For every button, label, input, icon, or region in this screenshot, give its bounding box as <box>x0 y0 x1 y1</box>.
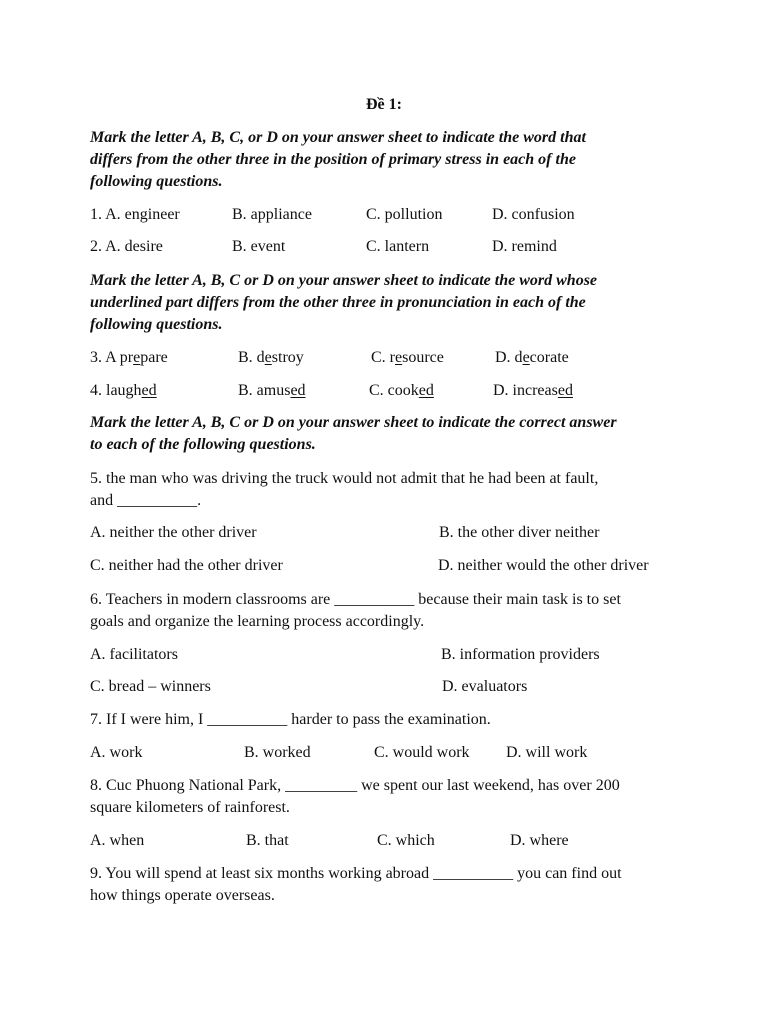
question-stem: 7. If I were him, I __________ harder to pass the examination. <box>90 711 491 728</box>
instruction-line: underlined part differs from the other three in pronunciation in each of the <box>90 294 586 311</box>
underlined-part: e <box>395 349 403 366</box>
option-text: corate <box>529 349 569 366</box>
option-b <box>238 347 304 369</box>
option-b: B. appliance <box>232 206 312 223</box>
instruction-line: following questions. <box>90 173 223 190</box>
option-c <box>371 347 444 369</box>
option-text: B. amus <box>238 382 291 399</box>
option-a: A. work <box>90 744 143 761</box>
option-b: B. that <box>246 832 289 849</box>
underlined-part: ed <box>557 382 573 399</box>
option-text: B. d <box>238 349 265 366</box>
option-text: 4. laugh <box>90 382 142 399</box>
option-text: stroy <box>271 349 304 366</box>
instruction-line: Mark the letter A, B, C or D on your answer sheet to indicate the word whose <box>90 272 598 289</box>
option-c: C. would work <box>374 744 470 761</box>
option-text: pare <box>140 349 168 366</box>
option-c: C. lantern <box>366 238 430 255</box>
option-d: D. remind <box>492 238 557 255</box>
underlined-part: e <box>264 349 272 366</box>
option-d: D. evaluators <box>442 678 528 695</box>
instruction-line: to each of the following questions. <box>90 436 316 453</box>
option-d: D. where <box>510 832 569 849</box>
option-b: B. the other diver neither <box>439 524 600 541</box>
option-a: A. facilitators <box>90 646 178 663</box>
option-c: C. neither had the other driver <box>90 557 283 574</box>
option-text: D. increas <box>493 382 558 399</box>
question-stem: 6. Teachers in modern classrooms are __________ because their main task is to set <box>90 591 621 608</box>
instruction-line: Mark the letter A, B, C, or D on your answer sheet to indicate the word that <box>90 129 586 146</box>
option-text: C. cook <box>369 382 419 399</box>
option-d: D. neither would the other driver <box>438 557 649 574</box>
option-b <box>238 380 306 402</box>
page-title: Đề 1: <box>366 96 402 113</box>
instruction-line: Mark the letter A, B, C or D on your answer sheet to indicate the correct answer <box>90 414 617 431</box>
option-a <box>90 347 168 369</box>
question-stem: square kilometers of rainforest. <box>90 799 290 816</box>
option-text: D. d <box>495 349 523 366</box>
option-c: C. bread – winners <box>90 678 211 695</box>
option-text: C. r <box>371 349 395 366</box>
option-text: 3. A pr <box>90 349 134 366</box>
underlined-part: e <box>522 349 530 366</box>
option-d: D. confusion <box>492 206 575 223</box>
instruction-line: differs from the other three in the position of primary stress in each of the <box>90 151 576 168</box>
option-text: source <box>402 349 444 366</box>
option-b: B. information providers <box>441 646 600 663</box>
option-a: A. neither the other driver <box>90 524 257 541</box>
underlined-part: ed <box>141 382 157 399</box>
option-a: 2. A. desire <box>90 238 163 255</box>
question-stem: how things operate overseas. <box>90 887 275 904</box>
option-b: B. event <box>232 238 286 255</box>
option-c: C. pollution <box>366 206 443 223</box>
option-a: 1. A. engineer <box>90 206 180 223</box>
option-c <box>369 380 434 402</box>
question-stem: 5. the man who was driving the truck would not admit that he had been at fault, <box>90 470 599 487</box>
question-stem: and __________. <box>90 492 202 509</box>
question-stem: 8. Cuc Phuong National Park, _________ we spent our last weekend, has over 200 <box>90 777 620 794</box>
option-b: B. worked <box>244 744 311 761</box>
underlined-part: ed <box>418 382 434 399</box>
option-d <box>493 380 573 402</box>
question-stem: goals and organize the learning process accordingly. <box>90 613 425 630</box>
question-stem: 9. You will spend at least six months working abroad __________ you can find out <box>90 865 622 882</box>
option-a: A. when <box>90 832 145 849</box>
option-a <box>90 380 157 402</box>
option-c: C. which <box>377 832 435 849</box>
option-d <box>495 347 569 369</box>
underlined-part: e <box>133 349 141 366</box>
option-d: D. will work <box>506 744 588 761</box>
underlined-part: ed <box>290 382 306 399</box>
instruction-line: following questions. <box>90 316 223 333</box>
